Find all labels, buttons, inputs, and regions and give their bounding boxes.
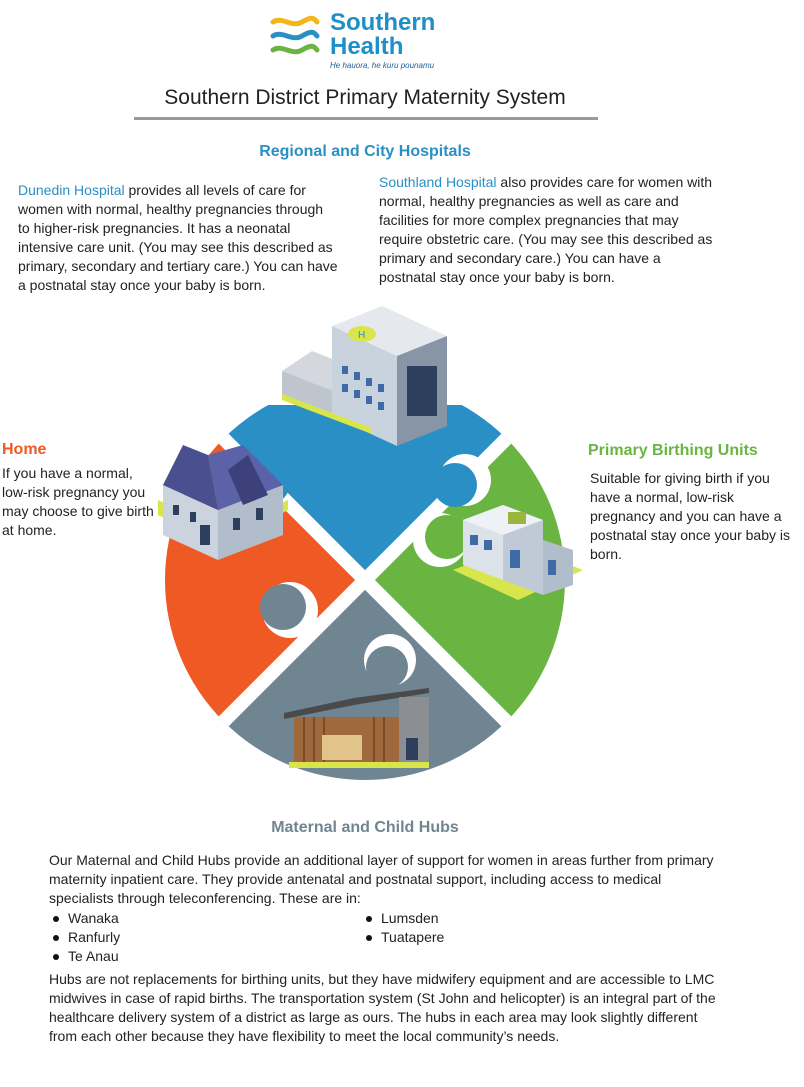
bullet-icon <box>366 935 372 941</box>
bullet-icon <box>53 935 59 941</box>
regional-heading: Regional and City Hospitals <box>259 143 471 160</box>
dunedin-paragraph <box>18 181 338 295</box>
list-item: Lumsden <box>363 909 563 928</box>
logo-line2: Health <box>330 33 404 60</box>
dunedin-text: provides all levels of care for women with normal, healthy pregnancies through to higher-risk pregnancies. It has a neonatal intensive care unit. (You may see this described as primary, secondary and tertiary care.) You can have a postnatal stay once your baby is born. <box>18 182 338 293</box>
hubs-heading: Maternal and Child Hubs <box>271 819 459 836</box>
list-item: Ranfurly <box>50 928 250 947</box>
hubs-outro: Hubs are not replacements for birthing units, but they have midwifery equipment and are accessible to LMC midwives in case of rapid births. The transportation system (St John and helicopter) is an integral part of the healthcare delivery system of a district as large as ours. The hubs in each area may look slightly different from each other because they have flexibility to meet the local community’s needs. <box>49 971 716 1044</box>
home-heading: Home <box>2 441 47 458</box>
page-title: Southern District Primary Maternity System <box>164 86 566 109</box>
southland-text: also provides care for women with normal, healthy pregnancies as well as care and facilities for more complex pregnancies that may require obstetric care. (You may see this described as primary and secondary care.) You can have a postnatal stay once your baby is born. <box>379 174 713 285</box>
hubs-intro: Our Maternal and Child Hubs provide an additional layer of support for women in areas further from primary maternity inpatient care. They provide antenatal and postnatal support, including access to medical specialists through teleconferencing. These are in: <box>49 852 714 906</box>
hub-building-icon <box>284 683 434 773</box>
list-item: Te Anau <box>50 947 250 966</box>
title-underline <box>134 117 598 120</box>
southland-paragraph <box>379 173 714 287</box>
dunedin-hospital-link[interactable]: Dunedin Hospital <box>18 182 125 198</box>
birthing-heading: Primary Birthing Units <box>588 442 758 459</box>
southland-hospital-link[interactable]: Southland Hospital <box>379 174 497 190</box>
hubs-list-left <box>50 909 250 966</box>
home-text: If you have a normal, low-risk pregnancy you may choose to give birth at home. <box>2 465 154 538</box>
logo-tagline: He hauora, he kuru pounamu <box>330 61 435 70</box>
birthing-unit-building-icon <box>448 490 588 610</box>
hubs-list-right <box>363 909 563 947</box>
birthing-text: Suitable for giving birth if you have a normal, low-risk pregnancy and you can have a postnatal stay once your baby is born. <box>590 470 791 562</box>
bullet-icon <box>53 954 59 960</box>
list-item: Tuatapere <box>363 928 563 947</box>
svg-text:H: H <box>358 330 366 341</box>
logo-line1: Southern <box>330 9 436 36</box>
house-icon <box>148 440 298 580</box>
bullet-icon <box>366 916 372 922</box>
logo-waves-icon <box>270 14 320 58</box>
bullet-icon <box>53 916 59 922</box>
hospital-building-icon <box>272 306 472 456</box>
list-item: Wanaka <box>50 909 250 928</box>
logo <box>270 9 450 72</box>
